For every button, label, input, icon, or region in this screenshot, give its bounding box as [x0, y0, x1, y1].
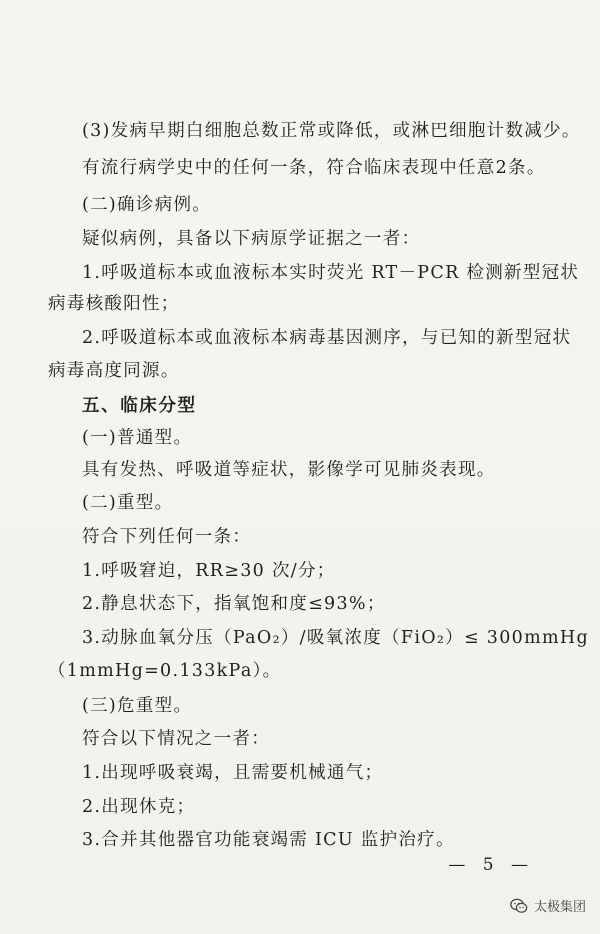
watermark-text: 太极集团	[533, 900, 586, 915]
text-line-12: (二)重型。	[82, 493, 174, 513]
text-line-2: 有流行病学史中的任何一条，符合临床表现中任意2条。	[82, 158, 546, 178]
text-line-7: 2.呼吸道标本或血液标本病毒基因测序，与已知的新型冠状	[82, 328, 572, 348]
page-number: — 5 —	[448, 855, 534, 875]
text-line-11: 具有发热、呼吸道等症状，影像学可见肺炎表现。	[82, 460, 496, 480]
text-line-13: 符合下列任何一条：	[82, 527, 252, 547]
text-line-19: 符合以下情况之一者：	[82, 729, 270, 749]
section-heading: 五、临床分型	[82, 396, 197, 416]
text-line-20: 1.出现呼吸衰竭，且需要机械通气；	[82, 763, 384, 783]
text-line-8: 病毒高度同源。	[48, 361, 180, 381]
text-line-6: 病毒核酸阳性；	[48, 294, 180, 314]
text-line-18: (三)危重型。	[82, 696, 193, 716]
text-line-10: (一)普通型。	[82, 428, 193, 448]
text-line-22: 3.合并其他器官功能衰竭需 ICU 监护治疗。	[82, 830, 455, 850]
text-line-14: 1.呼吸窘迫，RR≥30 次/分；	[82, 561, 336, 581]
watermark	[510, 896, 586, 915]
text-line-3: (二)确诊病例。	[82, 195, 212, 215]
text-line-16: 3.动脉血氧分压（PaO₂）/吸氧浓度（FiO₂）≤ 300mmHg	[82, 628, 589, 648]
text-line-21: 2.出现休克；	[82, 797, 196, 817]
text-line-4: 疑似病例，具备以下病原学证据之一者：	[82, 229, 421, 249]
text-line-1: (3)发病早期白细胞总数正常或降低，或淋巴细胞计数减少。	[82, 121, 581, 141]
text-line-15: 2.静息状态下，指氧饱和度≤93%；	[82, 594, 386, 614]
wechat-icon	[510, 898, 528, 914]
text-line-5: 1.呼吸道标本或血液标本实时荧光 RT－PCR 检测新型冠状	[82, 263, 580, 283]
text-line-17: （1mmHg=0.133kPa）。	[48, 661, 282, 681]
